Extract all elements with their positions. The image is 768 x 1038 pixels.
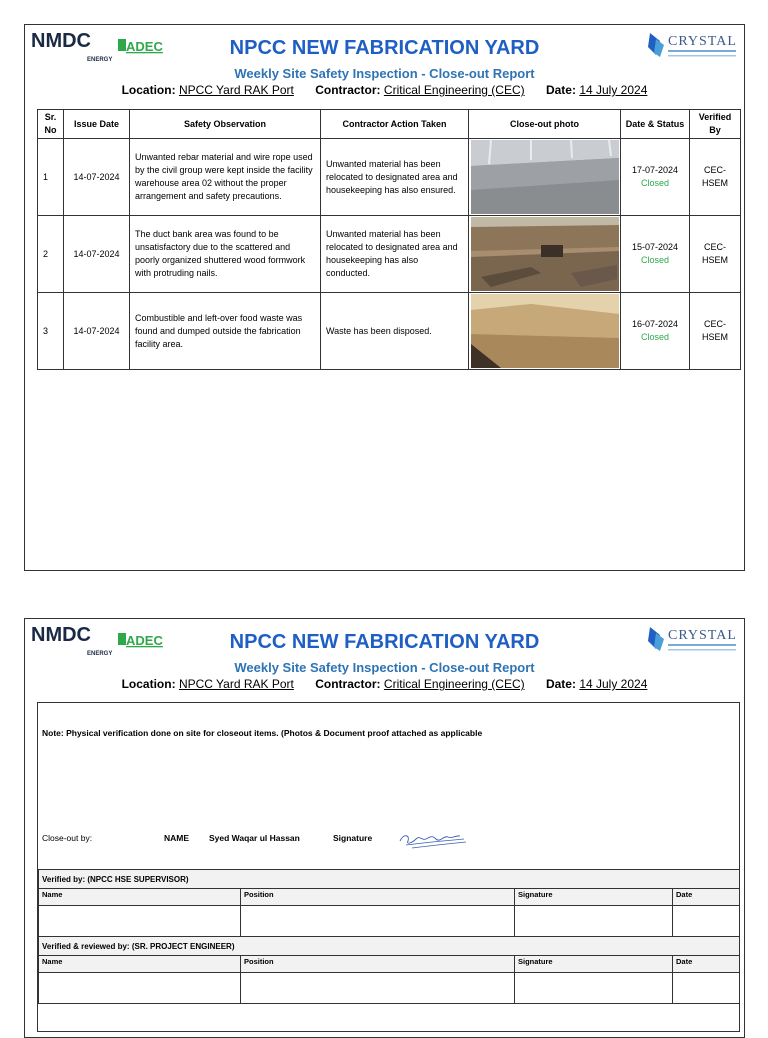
date-status-cell	[621, 293, 690, 370]
verified-by-supervisor-heading: Verified by: (NPCC HSE SUPERVISOR)	[39, 870, 740, 889]
header-meta	[25, 83, 744, 97]
report-page-1	[24, 24, 745, 571]
page-subtitle: Weekly Site Safety Inspection - Close-out Report	[234, 660, 535, 675]
contractor-label: Contractor:	[315, 677, 381, 691]
crystal-logo	[646, 29, 738, 63]
verification-box	[37, 702, 740, 1032]
energy-logo-text: ENERGY	[87, 57, 113, 63]
position-field[interactable]	[241, 906, 515, 937]
table-row	[38, 216, 741, 293]
handwritten-signature	[398, 827, 468, 851]
verified-by-cell: CEC-HSEM	[690, 293, 741, 370]
contractor-value: Critical Engineering (CEC)	[383, 677, 525, 691]
date-label: Date:	[545, 677, 576, 691]
verified-by-cell: CEC-HSEM	[690, 216, 741, 293]
signature-field[interactable]	[515, 973, 673, 1004]
adec-logo-text: ADEC	[126, 39, 163, 54]
date-status-cell	[621, 139, 690, 216]
sr-no-cell: 2	[38, 216, 64, 293]
location-label: Location:	[121, 83, 176, 97]
closeout-date: 16-07-2024	[631, 319, 679, 329]
crystal-logo-text: CRYSTAL	[668, 628, 737, 643]
name-label: NAME	[164, 833, 190, 843]
action-cell: Unwanted material has been relocated to designated area and housekeeping has also ensured.	[321, 139, 469, 216]
signature-field[interactable]	[515, 906, 673, 937]
position-field[interactable]	[241, 973, 515, 1004]
closeout-date: 15-07-2024	[631, 242, 679, 252]
sr-no-cell: 3	[38, 293, 64, 370]
page-header	[25, 619, 744, 695]
location-label: Location:	[121, 677, 176, 691]
name-field[interactable]	[39, 973, 241, 1004]
col-date: Date	[673, 889, 740, 906]
header-meta	[25, 677, 744, 691]
col-name: Name	[39, 956, 241, 973]
photo-cell	[469, 293, 621, 370]
sand-area-photo	[471, 294, 619, 368]
col-signature: Signature	[515, 889, 673, 906]
photo-cell	[469, 216, 621, 293]
table-header-row	[38, 110, 741, 139]
crystal-logo-text: CRYSTAL	[668, 34, 737, 49]
name-value: Syed Waqar ul Hassan	[209, 833, 300, 843]
col-contractor-action: Contractor Action Taken	[321, 110, 469, 139]
location-value: NPCC Yard RAK Port	[178, 83, 294, 97]
verified-reviewed-by-heading: Verified & reviewed by: (SR. PROJECT ENGINEER)	[39, 937, 740, 956]
nmdc-logo-text: NMDC	[31, 30, 91, 52]
date-value: 14 July 2024	[579, 83, 648, 97]
nmdc-logo-text: NMDC	[31, 624, 91, 646]
col-position: Position	[241, 956, 515, 973]
duct-bank-photo	[471, 217, 619, 291]
col-position: Position	[241, 889, 515, 906]
contractor-value: Critical Engineering (CEC)	[383, 83, 525, 97]
report-page-2	[24, 618, 745, 1038]
verified-by-cell: CEC-HSEM	[690, 139, 741, 216]
location-value: NPCC Yard RAK Port	[178, 677, 294, 691]
col-signature: Signature	[515, 956, 673, 973]
date-field[interactable]	[673, 906, 740, 937]
table-header-row	[39, 889, 740, 906]
warehouse-floor-photo	[471, 140, 619, 214]
closeout-label: Close-out by:	[42, 833, 93, 843]
observation-cell: Combustible and left-over food waste was found and dumped outside the fabrication facility area.	[130, 293, 321, 370]
page-header	[25, 25, 744, 101]
table-row	[38, 293, 741, 370]
col-safety-observation: Safety Observation	[130, 110, 321, 139]
col-issue-date: Issue Date	[64, 110, 130, 139]
col-date: Date	[673, 956, 740, 973]
adec-logo-text: ADEC	[126, 633, 163, 648]
page-title: NPCC NEW FABRICATION YARD	[229, 37, 540, 59]
table-row	[39, 906, 740, 937]
col-closeout-photo: Close-out photo	[469, 110, 621, 139]
observation-cell: The duct bank area was found to be unsatisfactory due to the scattered and poorly organized shuttered wood formwork with protruding nails.	[130, 216, 321, 293]
table-row	[38, 139, 741, 216]
status-badge: Closed	[640, 332, 669, 342]
date-field[interactable]	[673, 973, 740, 1004]
col-verified-by: Verified By	[690, 110, 741, 139]
name-field[interactable]	[39, 906, 241, 937]
issue-date-cell: 14-07-2024	[64, 293, 130, 370]
sr-no-cell: 1	[38, 139, 64, 216]
verification-table	[38, 869, 740, 1004]
page-title: NPCC NEW FABRICATION YARD	[229, 631, 540, 653]
table-header-row	[39, 956, 740, 973]
signature-label: Signature	[333, 833, 373, 843]
action-cell: Unwanted material has been relocated to designated area and housekeeping has also conducted.	[321, 216, 469, 293]
issue-date-cell: 14-07-2024	[64, 216, 130, 293]
col-date-status: Date & Status	[621, 110, 690, 139]
verification-note: Note: Physical verification done on site for closeout items. (Photos & Document proof attached as applicable	[42, 728, 483, 738]
photo-cell	[469, 139, 621, 216]
table-row	[39, 973, 740, 1004]
observation-cell: Unwanted rebar material and wire rope used by the civil group were kept inside the facility warehouse area 02 without the proper arrangement and safety precautions.	[130, 139, 321, 216]
date-value: 14 July 2024	[579, 677, 648, 691]
date-label: Date:	[545, 83, 576, 97]
action-cell: Waste has been disposed.	[321, 293, 469, 370]
page-subtitle: Weekly Site Safety Inspection - Close-out Report	[234, 66, 535, 81]
date-status-cell	[621, 216, 690, 293]
status-badge: Closed	[640, 178, 669, 188]
closeout-date: 17-07-2024	[631, 165, 679, 175]
col-sr-no: Sr. No	[38, 110, 64, 139]
inspection-table	[37, 109, 741, 370]
col-name: Name	[39, 889, 241, 906]
energy-logo-text: ENERGY	[87, 651, 113, 657]
status-badge: Closed	[640, 255, 669, 265]
closeout-line	[42, 833, 732, 855]
crystal-logo	[646, 623, 738, 657]
contractor-label: Contractor:	[315, 83, 381, 97]
issue-date-cell: 14-07-2024	[64, 139, 130, 216]
